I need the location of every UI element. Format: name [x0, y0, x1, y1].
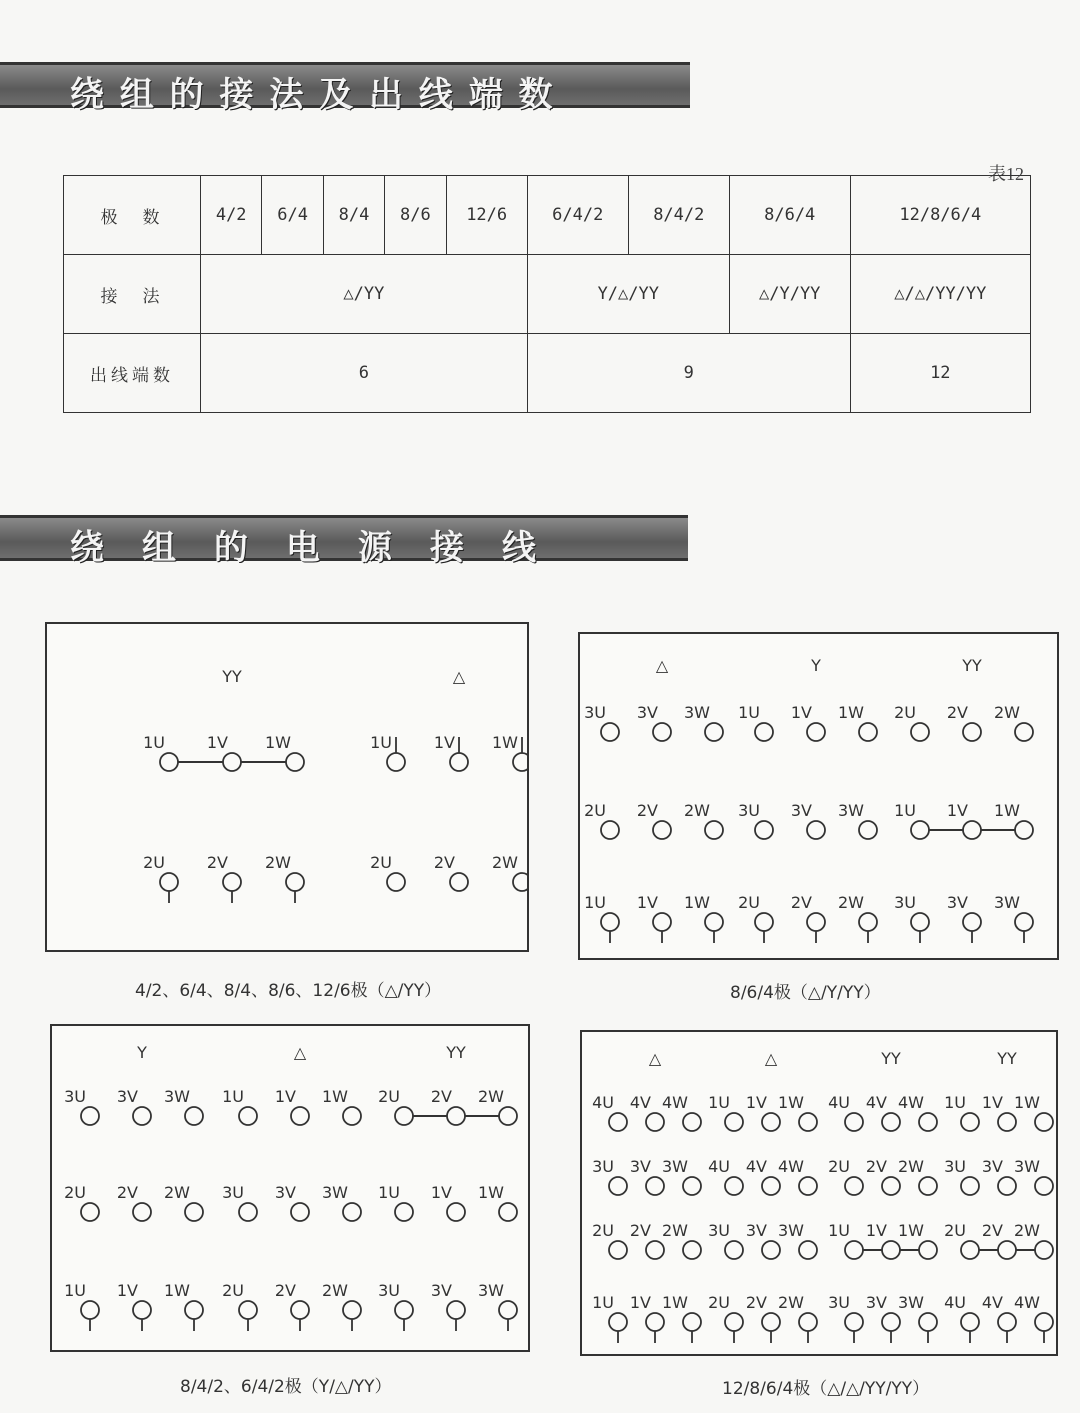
terminal-label: 4V — [745, 1157, 767, 1176]
terminal-label: 1U — [222, 1087, 244, 1106]
terminal-label: 4V — [981, 1293, 1003, 1312]
terminal-label: 2U — [370, 853, 392, 872]
terminal-circle — [882, 1313, 900, 1331]
terminal-label: 3V — [430, 1281, 452, 1300]
terminal-label: 4V — [865, 1093, 887, 1112]
terminal-circle — [799, 1113, 817, 1131]
terminal-label: 1V — [865, 1221, 887, 1240]
terminal-circle — [961, 1313, 979, 1331]
terminal-label: 2V — [946, 703, 968, 722]
terminal-label: 1U — [828, 1221, 850, 1240]
terminal-label: 2V — [629, 1221, 651, 1240]
terminal-circle — [961, 1241, 979, 1259]
terminal-label: 3W — [478, 1281, 504, 1300]
terminal-circle — [160, 873, 178, 891]
terminal-circle — [705, 723, 723, 741]
terminal-circle — [859, 723, 877, 741]
terminal-label: 2W — [322, 1281, 348, 1300]
terminal-circle — [81, 1301, 99, 1319]
terminal-label: 2U — [143, 853, 165, 872]
terminal-label: 2V — [274, 1281, 296, 1300]
terminal-circle — [725, 1177, 743, 1195]
terminal-circle — [447, 1107, 465, 1125]
terminal-label: 3W — [164, 1087, 190, 1106]
terminal-circle — [343, 1301, 361, 1319]
terminal-circle — [919, 1113, 937, 1131]
terminal-label: 4W — [778, 1157, 804, 1176]
terminal-label: 1W — [898, 1221, 924, 1240]
terminal-label: 1U — [143, 733, 165, 752]
terminals-cell: 12 — [850, 334, 1030, 413]
connection-cell: △/YY — [201, 255, 528, 334]
group-header: YY — [962, 656, 982, 675]
pole-cell: 12/8/6/4 — [850, 176, 1030, 255]
terminal-label: 1U — [584, 893, 606, 912]
group-header: Y — [811, 656, 821, 675]
terminal-circle — [343, 1107, 361, 1125]
pole-cell: 8/6/4 — [729, 176, 850, 255]
group-header: YY — [997, 1049, 1017, 1068]
terminal-label: 3U — [828, 1293, 850, 1312]
terminal-label: 2V — [430, 1087, 452, 1106]
terminal-circle — [646, 1113, 664, 1131]
terminal-circle — [395, 1203, 413, 1221]
row-label-terminals: 出线端数 — [64, 334, 201, 413]
terminal-circle — [683, 1241, 701, 1259]
terminal-circle — [239, 1203, 257, 1221]
group-header: △ — [655, 656, 669, 675]
connection-cell: Y/△/YY — [527, 255, 729, 334]
terminal-circle — [653, 913, 671, 931]
terminal-label: 2W — [164, 1183, 190, 1202]
terminal-circle — [601, 913, 619, 931]
terminal-label: 1W — [164, 1281, 190, 1300]
terminal-circle — [1035, 1241, 1053, 1259]
terminal-circle — [291, 1203, 309, 1221]
terminal-label: 4V — [629, 1093, 651, 1112]
terminal-circle — [859, 821, 877, 839]
diagram-drawing — [582, 1032, 1056, 1354]
terminal-label: 2V — [116, 1183, 138, 1202]
terminal-label: 3W — [778, 1221, 804, 1240]
terminal-label: 2U — [944, 1221, 966, 1240]
terminal-label: 3W — [898, 1293, 924, 1312]
terminal-label: 4W — [898, 1093, 924, 1112]
group-header: YY — [881, 1049, 901, 1068]
terminal-circle — [646, 1177, 664, 1195]
terminal-circle — [807, 913, 825, 931]
diagram-caption: 4/2、6/4、8/4、8/6、12/6极（△/YY） — [135, 981, 442, 1001]
terminal-circle — [919, 1241, 937, 1259]
terminal-label: 3W — [684, 703, 710, 722]
group-header: △ — [293, 1043, 307, 1062]
terminal-label: 1U — [708, 1093, 730, 1112]
terminal-circle — [911, 821, 929, 839]
terminal-circle — [845, 1177, 863, 1195]
terminal-circle — [646, 1313, 664, 1331]
terminal-circle — [807, 723, 825, 741]
terminal-circle — [653, 723, 671, 741]
terminal-circle — [762, 1177, 780, 1195]
row-label-poles: 极 数 — [64, 176, 201, 255]
terminal-label: 2V — [745, 1293, 767, 1312]
terminal-circle — [963, 723, 981, 741]
terminal-circle — [725, 1113, 743, 1131]
terminal-circle — [998, 1113, 1016, 1131]
pole-cell: 6/4 — [262, 176, 323, 255]
terminal-label: 2W — [1014, 1221, 1040, 1240]
terminal-label: 1V — [206, 733, 228, 752]
terminal-circle — [961, 1113, 979, 1131]
terminal-circle — [845, 1113, 863, 1131]
terminal-circle — [160, 753, 178, 771]
pole-cell: 8/4/2 — [628, 176, 729, 255]
terminal-label: 2U — [894, 703, 916, 722]
terminal-circle — [705, 821, 723, 839]
terminal-label: 1W — [662, 1293, 688, 1312]
terminal-label: 2U — [592, 1221, 614, 1240]
group-header: YY — [446, 1043, 466, 1062]
terminal-circle — [601, 821, 619, 839]
diagram-caption: 8/4/2、6/4/2极（Y/△/YY） — [180, 1377, 392, 1397]
wiring-diagram-delta-yy — [45, 622, 529, 952]
terminal-label: 1U — [738, 703, 760, 722]
group-header: △ — [648, 1049, 662, 1068]
pole-cell: 12/6 — [446, 176, 527, 255]
terminal-circle — [395, 1107, 413, 1125]
terminals-cell: 9 — [527, 334, 850, 413]
terminal-circle — [705, 913, 723, 931]
terminal-circle — [133, 1203, 151, 1221]
group-header: △ — [764, 1049, 778, 1068]
terminal-circle — [1015, 723, 1033, 741]
terminal-label: 3U — [592, 1157, 614, 1176]
terminal-circle — [683, 1113, 701, 1131]
connection-table — [63, 175, 1031, 413]
terminal-label: 3W — [662, 1157, 688, 1176]
terminal-label: 3V — [116, 1087, 138, 1106]
terminal-circle — [919, 1313, 937, 1331]
terminal-label: 1W — [994, 801, 1020, 820]
terminal-circle — [845, 1313, 863, 1331]
terminal-label: 1U — [944, 1093, 966, 1112]
terminal-circle — [81, 1203, 99, 1221]
terminal-circle — [223, 753, 241, 771]
terminal-label: 3U — [584, 703, 606, 722]
terminal-label: 2V — [636, 801, 658, 820]
terminal-circle — [499, 1301, 517, 1319]
wiring-diagram-y-delta-yy — [50, 1024, 530, 1352]
terminal-label: 2V — [206, 853, 228, 872]
terminal-circle — [725, 1241, 743, 1259]
terminal-circle — [387, 873, 405, 891]
terminal-label: 1V — [433, 733, 455, 752]
terminal-label: 2W — [492, 853, 518, 872]
wiring-diagram-delta-delta-yy-yy — [580, 1030, 1058, 1356]
terminal-circle — [1035, 1177, 1053, 1195]
diagram-drawing — [52, 1026, 528, 1350]
terminal-circle — [911, 913, 929, 931]
terminal-label: 2U — [738, 893, 760, 912]
section-banner-connection-methods — [0, 62, 690, 115]
terminal-label: 2U — [222, 1281, 244, 1300]
terminal-circle — [450, 873, 468, 891]
row-label-connection: 接 法 — [64, 255, 201, 334]
terminal-label: 1V — [946, 801, 968, 820]
terminal-label: 1V — [981, 1093, 1003, 1112]
group-header: YY — [222, 667, 242, 686]
terminal-circle — [963, 821, 981, 839]
terminal-circle — [807, 821, 825, 839]
terminal-circle — [755, 913, 773, 931]
terminal-label: 4U — [944, 1293, 966, 1312]
section-banner-power-wiring — [0, 515, 688, 568]
diagram-drawing — [580, 634, 1057, 958]
terminal-circle — [609, 1241, 627, 1259]
terminal-label: 1U — [64, 1281, 86, 1300]
terminal-label: 2V — [433, 853, 455, 872]
terminal-label: 1V — [274, 1087, 296, 1106]
terminal-circle — [1035, 1113, 1053, 1131]
terminal-label: 3V — [790, 801, 812, 820]
connection-cell: △/Y/YY — [729, 255, 850, 334]
terminal-label: 1W — [684, 893, 710, 912]
terminal-circle — [882, 1241, 900, 1259]
terminal-label: 1U — [370, 733, 392, 752]
terminal-label: 2U — [584, 801, 606, 820]
terminal-label: 1W — [265, 733, 291, 752]
terminal-circle — [859, 913, 877, 931]
terminal-circle — [911, 723, 929, 741]
terminal-circle — [609, 1313, 627, 1331]
terminal-label: 3V — [946, 893, 968, 912]
terminal-label: 2W — [684, 801, 710, 820]
terminal-label: 2W — [265, 853, 291, 872]
terminal-label: 4U — [592, 1093, 614, 1112]
terminal-circle — [919, 1177, 937, 1195]
terminal-label: 2W — [994, 703, 1020, 722]
terminal-circle — [762, 1241, 780, 1259]
section-title: 绕 组 的 接 法 及 出 线 端 数 — [70, 75, 555, 115]
terminal-label: 3V — [981, 1157, 1003, 1176]
terminal-circle — [499, 1203, 517, 1221]
terminal-circle — [1015, 821, 1033, 839]
terminal-label: 4U — [828, 1093, 850, 1112]
terminal-circle — [133, 1301, 151, 1319]
terminal-circle — [239, 1301, 257, 1319]
terminal-circle — [609, 1177, 627, 1195]
terminal-label: 1V — [790, 703, 812, 722]
terminal-circle — [185, 1107, 203, 1125]
terminal-label: 3U — [708, 1221, 730, 1240]
terminal-circle — [961, 1177, 979, 1195]
terminal-circle — [185, 1301, 203, 1319]
terminal-circle — [799, 1241, 817, 1259]
section-title: 绕 组 的 电 源 接 线 — [70, 528, 538, 568]
terminal-circle — [513, 873, 527, 891]
terminal-circle — [286, 873, 304, 891]
terminal-circle — [653, 821, 671, 839]
terminal-label: 3W — [1014, 1157, 1040, 1176]
terminal-circle — [683, 1177, 701, 1195]
terminal-circle — [845, 1241, 863, 1259]
group-header: Y — [137, 1043, 147, 1062]
terminal-circle — [601, 723, 619, 741]
terminal-label: 2W — [478, 1087, 504, 1106]
terminal-label: 4W — [1014, 1293, 1040, 1312]
terminal-label: 2V — [790, 893, 812, 912]
terminal-circle — [343, 1203, 361, 1221]
terminal-label: 3U — [894, 893, 916, 912]
diagram-caption: 8/6/4极（△/Y/YY） — [730, 983, 881, 1003]
wiring-diagram-delta-y-yy — [578, 632, 1059, 960]
terminal-label: 2W — [662, 1221, 688, 1240]
terminal-label: 1W — [478, 1183, 504, 1202]
terminal-label: 1W — [322, 1087, 348, 1106]
terminal-circle — [185, 1203, 203, 1221]
terminal-circle — [447, 1301, 465, 1319]
terminal-circle — [499, 1107, 517, 1125]
terminal-circle — [755, 821, 773, 839]
terminal-circle — [998, 1177, 1016, 1195]
terminal-label: 3W — [838, 801, 864, 820]
terminal-circle — [998, 1241, 1016, 1259]
terminal-circle — [882, 1177, 900, 1195]
pole-cell: 8/4 — [323, 176, 384, 255]
terminal-label: 3V — [636, 703, 658, 722]
terminal-label: 1W — [492, 733, 518, 752]
terminal-circle — [609, 1113, 627, 1131]
terminal-label: 3V — [865, 1293, 887, 1312]
terminal-label: 2U — [378, 1087, 400, 1106]
terminal-label: 1V — [629, 1293, 651, 1312]
terminal-label: 3U — [738, 801, 760, 820]
terminal-label: 2W — [898, 1157, 924, 1176]
terminal-circle — [447, 1203, 465, 1221]
terminal-circle — [239, 1107, 257, 1125]
terminal-circle — [395, 1301, 413, 1319]
terminal-circle — [291, 1107, 309, 1125]
terminal-circle — [882, 1113, 900, 1131]
terminal-circle — [799, 1177, 817, 1195]
terminal-label: 1W — [838, 703, 864, 722]
terminal-label: 3V — [745, 1221, 767, 1240]
terminal-label: 3W — [322, 1183, 348, 1202]
terminal-circle — [1035, 1313, 1053, 1331]
terminal-label: 3U — [378, 1281, 400, 1300]
terminal-label: 2V — [865, 1157, 887, 1176]
terminal-label: 2W — [778, 1293, 804, 1312]
terminal-label: 1V — [745, 1093, 767, 1112]
terminal-label: 2U — [64, 1183, 86, 1202]
terminal-circle — [1015, 913, 1033, 931]
terminal-label: 2U — [708, 1293, 730, 1312]
terminal-circle — [683, 1313, 701, 1331]
terminal-circle — [81, 1107, 99, 1125]
terminal-label: 1U — [592, 1293, 614, 1312]
group-header: △ — [452, 667, 466, 686]
terminal-circle — [387, 753, 405, 771]
terminal-circle — [646, 1241, 664, 1259]
terminal-label: 1U — [378, 1183, 400, 1202]
connection-cell: △/△/YY/YY — [850, 255, 1030, 334]
terminal-circle — [291, 1301, 309, 1319]
terminal-circle — [725, 1313, 743, 1331]
terminal-label: 1V — [636, 893, 658, 912]
table-number: 表12 — [988, 164, 1024, 184]
terminal-label: 2V — [981, 1221, 1003, 1240]
terminal-label: 3V — [629, 1157, 651, 1176]
pole-cell: 6/4/2 — [527, 176, 628, 255]
pole-cell: 8/6 — [385, 176, 446, 255]
terminal-circle — [513, 753, 527, 771]
terminal-label: 2W — [838, 893, 864, 912]
terminal-circle — [755, 723, 773, 741]
terminal-label: 1W — [1014, 1093, 1040, 1112]
terminal-circle — [963, 913, 981, 931]
terminal-circle — [223, 873, 241, 891]
terminal-label: 1W — [778, 1093, 804, 1112]
terminal-label: 1V — [116, 1281, 138, 1300]
terminal-label: 1U — [894, 801, 916, 820]
terminal-circle — [133, 1107, 151, 1125]
terminal-label: 1V — [430, 1183, 452, 1202]
terminal-circle — [450, 753, 468, 771]
pole-cell: 4/2 — [201, 176, 262, 255]
diagram-caption: 12/8/6/4极（△/△/YY/YY） — [722, 1379, 930, 1399]
terminals-cell: 6 — [201, 334, 528, 413]
diagram-drawing — [47, 624, 527, 950]
terminal-circle — [799, 1313, 817, 1331]
terminal-label: 3V — [274, 1183, 296, 1202]
terminal-label: 3U — [64, 1087, 86, 1106]
terminal-label: 3W — [994, 893, 1020, 912]
terminal-label: 3U — [222, 1183, 244, 1202]
terminal-circle — [286, 753, 304, 771]
terminal-label: 4W — [662, 1093, 688, 1112]
terminal-circle — [762, 1313, 780, 1331]
terminal-label: 3U — [944, 1157, 966, 1176]
terminal-circle — [998, 1313, 1016, 1331]
terminal-label: 2U — [828, 1157, 850, 1176]
terminal-label: 4U — [708, 1157, 730, 1176]
terminal-circle — [762, 1113, 780, 1131]
